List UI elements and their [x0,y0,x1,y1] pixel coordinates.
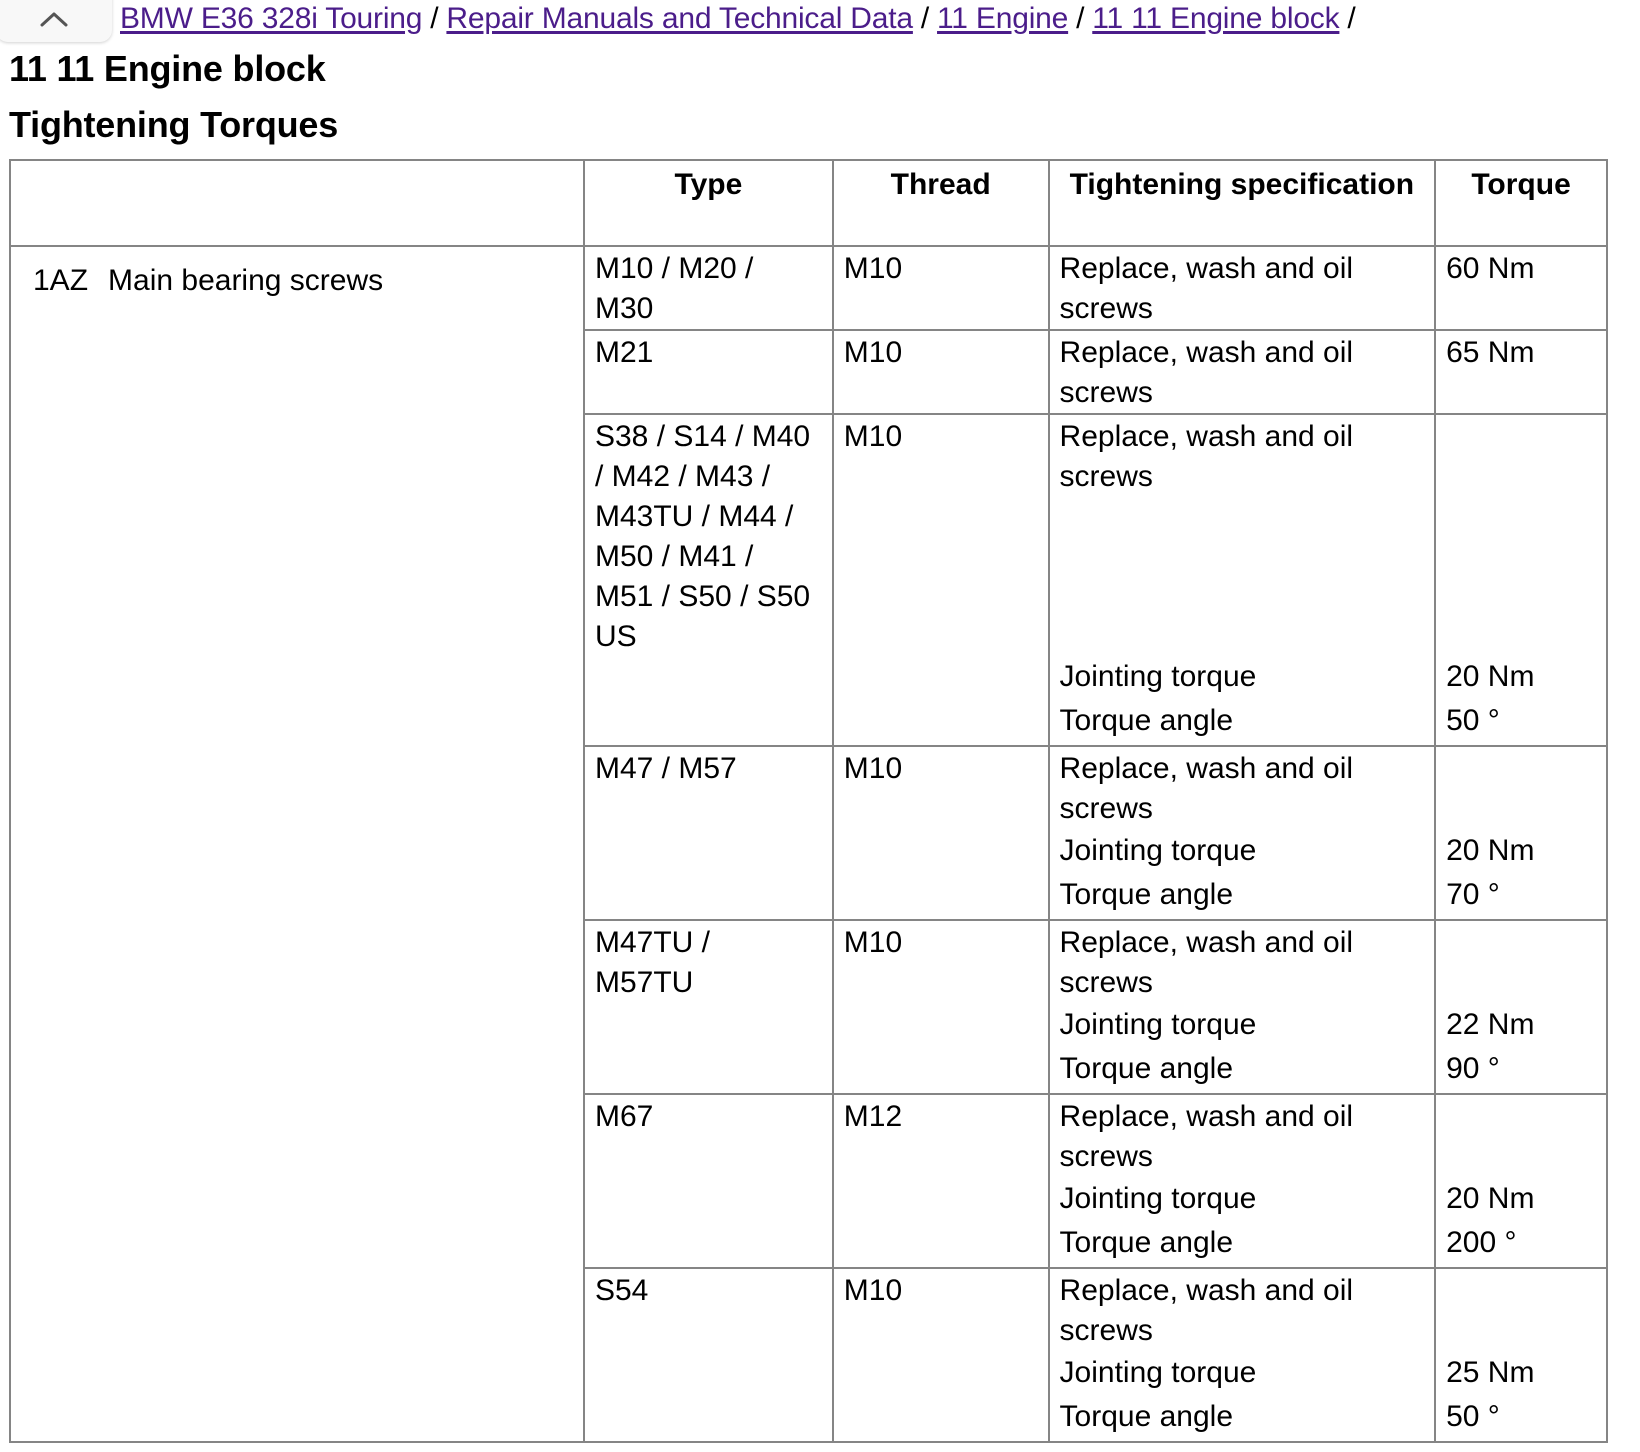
spec-line: Jointing torque [1059,834,1257,867]
type-cell: M47 / M57 [584,746,833,920]
breadcrumb-separator: / [1076,2,1085,35]
spec-cell [1049,330,1436,414]
page-title: 11 11 Engine block [9,48,326,89]
torque-value: 20 Nm [1446,1182,1535,1215]
spec-line: Replace, wash and oil screws [1059,336,1354,409]
header-part [10,160,584,246]
thread-cell: M10 [833,414,1049,746]
spec-line: Replace, wash and oil screws [1059,1274,1354,1347]
spec-line: Jointing torque [1059,1182,1257,1215]
torque-value: 50 ° [1446,704,1500,737]
spec-cell [1049,920,1436,1094]
top-bar [0,0,1640,44]
part-cell [10,246,584,1442]
spec-cell [1049,414,1436,746]
thread-cell: M10 [833,246,1049,330]
type-cell: M67 [584,1094,833,1268]
thread-cell: M10 [833,330,1049,414]
breadcrumb-separator: / [1347,2,1356,35]
torque-cell [1435,1094,1607,1268]
type-cell: S54 [584,1268,833,1442]
spec-line: Torque angle [1059,1226,1234,1259]
spec-line: Jointing torque [1059,660,1257,693]
torque-value: 200 ° [1446,1226,1517,1259]
thread-cell: M12 [833,1094,1049,1268]
torque-cell [1435,920,1607,1094]
breadcrumb-link-engine-block[interactable]: 11 11 Engine block [1092,2,1340,35]
header-spec [1049,160,1436,246]
spec-line: Replace, wash and oil screws [1059,752,1354,825]
breadcrumb-link-vehicle[interactable]: BMW E36 328i Touring [120,2,423,35]
type-cell: M21 [584,330,833,414]
breadcrumb [120,0,1364,38]
type-cell: S38 / S14 / M40 / M42 / M43 / M43TU / M44 / M50 / M41 / M51 / S50 / S50 US [584,414,833,746]
spec-line: Torque angle [1059,704,1234,737]
part-code: 1AZ [33,264,89,297]
spec-line: Replace, wash and oil screws [1059,926,1354,999]
section-title: Tightening Torques [9,104,339,145]
thread-cell: M10 [833,746,1049,920]
torque-value: 20 Nm [1446,834,1535,867]
torque-table [9,159,1608,1443]
header-type: Type [584,160,833,246]
torque-value: 60 Nm [1446,252,1535,285]
scroll-up-button[interactable] [0,0,112,42]
breadcrumb-separator: / [920,2,930,35]
spec-line: Torque angle [1059,1400,1234,1433]
type-cell: M10 / M20 / M30 [584,246,833,330]
table-row [10,246,1607,330]
torque-value: 50 ° [1446,1400,1500,1433]
torque-cell [1435,330,1607,414]
spec-line: Jointing torque [1059,1356,1257,1389]
torque-value: 90 ° [1446,1052,1500,1085]
torque-value: 70 ° [1446,878,1500,911]
breadcrumb-separator: / [430,2,439,35]
spec-cell [1049,1268,1436,1442]
spec-line: Jointing torque [1059,1008,1257,1041]
torque-cell [1435,1268,1607,1442]
spec-cell [1049,1094,1436,1268]
header-torque: Torque [1435,160,1607,246]
torque-value: 22 Nm [1446,1008,1535,1041]
table-header-row [10,160,1607,246]
spec-line: Torque angle [1059,878,1234,911]
thread-cell: M10 [833,920,1049,1094]
torque-cell [1435,746,1607,920]
chevron-up-icon [39,10,69,28]
breadcrumb-link-repair-manuals[interactable]: Repair Manuals and Technical Data [446,2,913,35]
spec-cell [1049,746,1436,920]
spec-cell [1049,246,1436,330]
torque-cell [1435,246,1607,330]
breadcrumb-link-engine[interactable]: 11 Engine [937,2,1069,35]
spec-line: Replace, wash and oil screws [1059,420,1354,493]
torque-value: 20 Nm [1446,660,1535,693]
torque-value: 65 Nm [1446,336,1535,369]
part-name: Main bearing screws [108,264,384,297]
header-thread: Thread [833,160,1049,246]
spec-line: Replace, wash and oil screws [1059,252,1354,325]
thread-cell: M10 [833,1268,1049,1442]
torque-cell [1435,414,1607,746]
spec-line: Torque angle [1059,1052,1234,1085]
type-cell: M47TU / M57TU [584,920,833,1094]
header-spec-label: Tightening specification [1069,168,1415,201]
torque-value: 25 Nm [1446,1356,1535,1389]
spec-line: Replace, wash and oil screws [1059,1100,1354,1173]
